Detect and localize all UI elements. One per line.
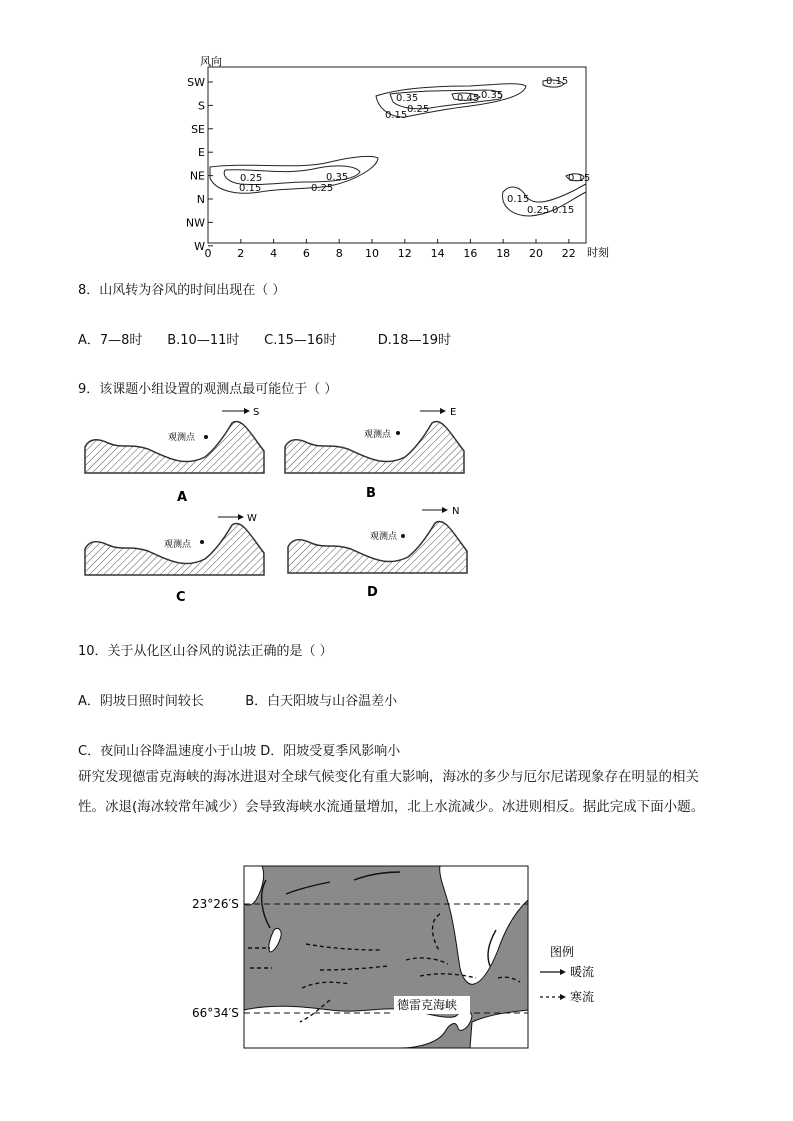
contour-label: 0.25 <box>311 183 334 194</box>
legend-warm-label: 暖流 <box>570 965 595 979</box>
x-tick-label: 8 <box>335 247 343 260</box>
x-tick-label: 14 <box>430 247 445 260</box>
passage-text: 研究发现德雷克海峡的海冰进退对全球气候变化有重大影响，海冰的多少与厄尔尼诺现象存在明显的相关性。冰退(海冰较常年减少）会导致海峡水流通量增加，北上水流减少。冰进则相反。据此完成下面小题。 <box>78 769 705 815</box>
direction-label: N <box>452 506 460 517</box>
q9-stem: 9．该课题小组设置的观测点最可能位于（ ） <box>78 382 338 397</box>
contour-label: 0.25 <box>240 173 263 184</box>
q9-figures <box>0 395 793 615</box>
map-legend <box>540 944 594 1004</box>
lat-label-south: 66°34′S <box>192 1006 239 1020</box>
x-axis-title: 时刻 <box>587 246 609 259</box>
y-tick-labels <box>186 76 213 253</box>
figure-letter: B <box>366 486 376 501</box>
contour-group-ne <box>210 156 378 193</box>
y-tick-label: S <box>198 99 205 113</box>
contour-labels <box>239 76 590 216</box>
q10-stem: 10．关于从化区山谷风的说法正确的是（ ） <box>78 644 333 659</box>
y-tick-label: SE <box>191 122 205 136</box>
contour-label: 0.25 <box>527 205 550 216</box>
y-tick-label: E <box>198 146 205 160</box>
q8-options: A．7—8时 B.10—11时 C.15—16时 D.18—19时 <box>78 333 452 348</box>
direction-label: E <box>450 407 457 418</box>
x-tick-label: 20 <box>529 247 543 260</box>
legend-warm-arrowhead <box>560 969 566 975</box>
strait-label: 德雷克海峡 <box>397 998 458 1012</box>
x-tick-label: 0 <box>204 247 212 260</box>
contour-label: 0.15 <box>552 205 575 216</box>
figure-letter: D <box>367 585 378 600</box>
q10-options-line1: A．阴坡日照时间较长 B．白天阳坡与山谷温差小 <box>78 694 398 709</box>
legend-cold-arrowhead <box>560 994 566 1000</box>
contour-label: 0.35 <box>396 93 419 104</box>
y-tick-label: SW <box>187 76 205 89</box>
x-tick-label: 22 <box>561 247 576 260</box>
x-tick-label: 16 <box>463 247 478 260</box>
q10-options-line2: C．夜间山谷降温速度小于山坡 D．阳坡受夏季风影响小 <box>78 744 401 759</box>
q8-stem: 8．山风转为谷风的时间出现在（ ） <box>78 283 286 298</box>
observation-point-label: 观测点 <box>164 540 192 550</box>
x-tick-label: 4 <box>270 247 278 260</box>
direction-label: S <box>253 407 260 418</box>
figure-a <box>85 407 264 505</box>
x-tick-label: 18 <box>496 247 511 260</box>
contour-label: 0.25 <box>407 104 430 115</box>
figure-d <box>288 506 467 600</box>
drake-passage-map <box>0 860 793 1060</box>
y-tick-label: W <box>194 239 205 253</box>
lat-label-north: 23°26′S <box>192 897 239 911</box>
y-tick-label: NW <box>185 216 205 230</box>
figure-c <box>85 513 264 605</box>
figure-letter: C <box>176 590 186 605</box>
observation-point-label: 观测点 <box>370 532 398 542</box>
contour-label: 0.35 <box>481 90 504 101</box>
x-tick-labels <box>205 239 576 260</box>
y-tick-label: NE <box>189 169 205 183</box>
contour-label: 0.15 <box>568 173 591 184</box>
contour-line <box>210 156 378 193</box>
observation-point-label: 观测点 <box>364 430 392 440</box>
x-tick-label: 12 <box>397 247 412 260</box>
figure-b <box>285 407 464 501</box>
x-tick-label: 2 <box>237 247 245 260</box>
contour-label: 0.15 <box>385 110 408 121</box>
legend-cold-label: 寒流 <box>570 990 595 1004</box>
direction-label: W <box>247 513 257 524</box>
x-tick-label: 6 <box>302 247 310 260</box>
wind-direction-chart <box>0 0 793 270</box>
contour-label: 0.15 <box>546 76 569 87</box>
contour-label: 0.45 <box>457 93 480 104</box>
legend-title: 图例 <box>550 945 575 959</box>
contour-label: 0.35 <box>326 172 349 183</box>
observation-point-label: 观测点 <box>168 433 196 443</box>
y-tick-label: N <box>196 193 205 206</box>
x-tick-label: 10 <box>365 247 379 260</box>
figure-letter: A <box>177 490 188 505</box>
contour-label: 0.15 <box>507 194 530 205</box>
contour-label: 0.15 <box>239 183 262 194</box>
y-axis-title: 风向 <box>200 55 222 68</box>
